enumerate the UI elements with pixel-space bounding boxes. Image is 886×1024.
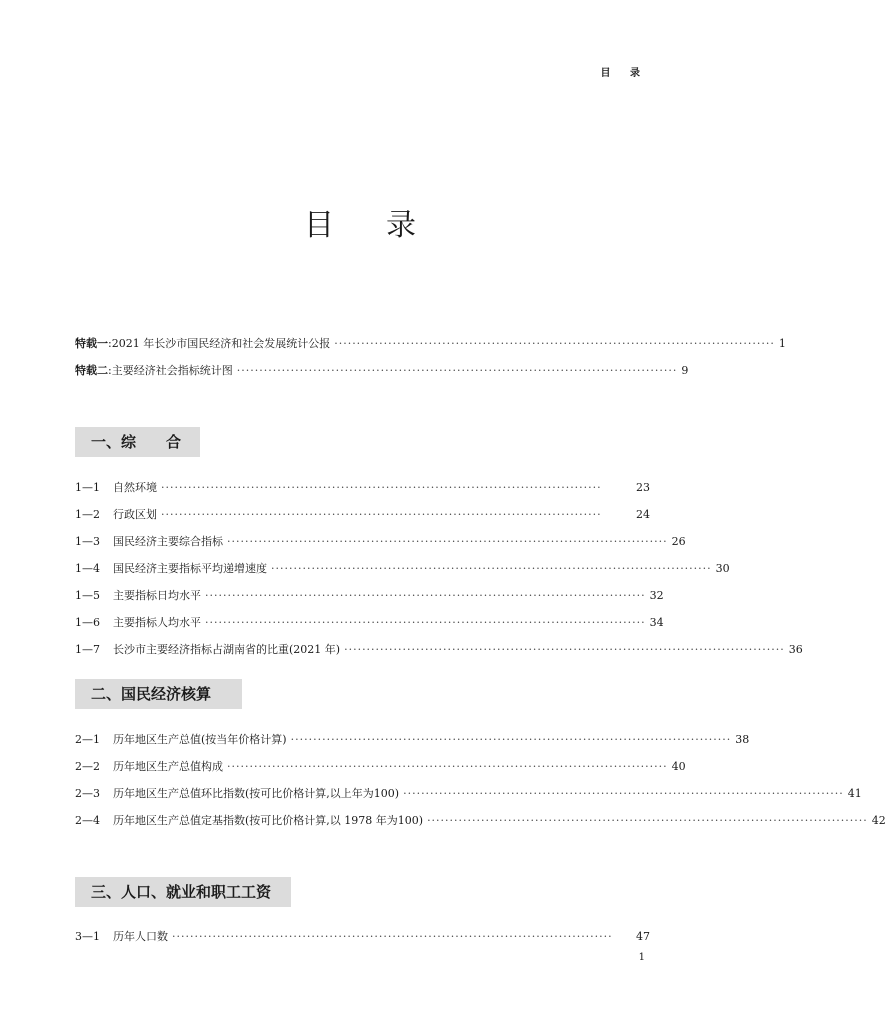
toc-page-number: 26 xyxy=(671,535,686,548)
section-heading-1[interactable]: 一、综 合 xyxy=(75,427,200,457)
leader-dots: ·································································································· xyxy=(172,930,613,943)
toc-entry[interactable] xyxy=(75,615,664,631)
toc-entry-special-1[interactable] xyxy=(75,336,786,352)
toc-page-number: 9 xyxy=(681,364,689,377)
toc-entry-title: 历年地区生产总值(按当年价格计算) xyxy=(113,733,287,746)
toc-entry-title: 国民经济主要指标平均递增速度 xyxy=(113,562,267,575)
toc-page-number: 1 xyxy=(778,337,786,350)
toc-entry-number: 1—4 xyxy=(75,562,100,575)
toc-entry[interactable] xyxy=(75,732,750,748)
toc-entry-number: 2—4 xyxy=(75,814,100,827)
toc-entry-title: 自然环境 xyxy=(113,481,157,494)
toc-entry[interactable] xyxy=(75,561,730,577)
toc-page-number: 24 xyxy=(636,508,650,521)
toc-entry-number: 2—2 xyxy=(75,760,100,773)
toc-entry-number: 2—3 xyxy=(75,787,100,800)
toc-entry-number: 1—5 xyxy=(75,589,100,602)
toc-entry-title: 历年地区生产总值构成 xyxy=(113,760,223,773)
toc-entry-title: 国民经济主要综合指标 xyxy=(113,535,223,548)
leader-dots: ·································································································· xyxy=(227,760,668,773)
running-head: 目 录 xyxy=(600,68,648,79)
leader-dots: ·································································································· xyxy=(344,643,785,656)
toc-page-number: 40 xyxy=(671,760,686,773)
leader-dots: ·································································································· xyxy=(161,481,602,494)
leader-dots: ·································································································· xyxy=(427,814,868,827)
toc-entry-number: 1—2 xyxy=(75,508,100,521)
leader-dots: ·································································································· xyxy=(161,508,602,521)
leader-dots: ·································································································· xyxy=(236,364,678,377)
toc-entry-number: 1—3 xyxy=(75,535,100,548)
leader-dots: ·································································································· xyxy=(271,562,712,575)
leader-dots: ·································································································· xyxy=(227,535,668,548)
toc-page-number: 23 xyxy=(636,481,650,494)
toc-entry-label: 特载二:主要经济社会指标统计图 xyxy=(75,364,233,377)
toc-entry-label: 特载一:2021 年长沙市国民经济和社会发展统计公报 xyxy=(75,337,331,350)
toc-page-number: 36 xyxy=(788,643,803,656)
toc-page-number: 42 xyxy=(871,814,886,827)
toc-entry-title: 历年人口数 xyxy=(113,930,168,943)
toc-entry[interactable] xyxy=(75,929,650,945)
toc-entry-title: 主要指标日均水平 xyxy=(113,589,201,602)
toc-entry-title: 历年地区生产总值定基指数(按可比价格计算,以 1978 年为100) xyxy=(113,814,424,827)
toc-entry[interactable] xyxy=(75,642,803,658)
toc-entry-number: 3—1 xyxy=(75,930,100,943)
leader-dots: ·································································································· xyxy=(205,589,646,602)
leader-dots: ·································································································· xyxy=(205,616,646,629)
toc-entry[interactable] xyxy=(75,534,686,550)
footer-page-number: 1 xyxy=(638,952,645,963)
toc-entry[interactable] xyxy=(75,480,650,496)
section-heading-3[interactable]: 三、人口、就业和职工工资 xyxy=(75,877,291,907)
toc-entry-number: 1—7 xyxy=(75,643,100,656)
toc-page-number: 32 xyxy=(649,589,664,602)
toc-entry[interactable] xyxy=(75,507,650,523)
toc-entry-title: 行政区划 xyxy=(113,508,157,521)
toc-entry[interactable] xyxy=(75,759,686,775)
toc-entry[interactable] xyxy=(75,813,886,829)
toc-page-number: 38 xyxy=(735,733,750,746)
leader-dots: ·································································································· xyxy=(403,787,844,800)
toc-entry-title: 历年地区生产总值环比指数(按可比价格计算,以上年为100) xyxy=(113,787,400,800)
toc-entry[interactable] xyxy=(75,786,862,802)
toc-page-number: 30 xyxy=(715,562,730,575)
toc-page-number: 47 xyxy=(636,930,650,943)
leader-dots: ·································································································· xyxy=(334,337,775,350)
toc-entry[interactable] xyxy=(75,588,664,604)
toc-entry-number: 1—6 xyxy=(75,616,100,629)
leader-dots: ·································································································· xyxy=(290,733,732,746)
toc-page-number: 34 xyxy=(649,616,664,629)
toc-entry-title: 主要指标人均水平 xyxy=(113,616,201,629)
toc-entry-number: 2—1 xyxy=(75,733,100,746)
toc-page-number: 41 xyxy=(847,787,862,800)
page-title: 目录 xyxy=(304,208,468,243)
toc-entry-special-2[interactable] xyxy=(75,363,689,379)
toc-entry-number: 1—1 xyxy=(75,481,100,494)
toc-entry-title: 长沙市主要经济指标占湖南省的比重(2021 年) xyxy=(113,643,341,656)
section-heading-2[interactable]: 二、国民经济核算 xyxy=(75,679,242,709)
